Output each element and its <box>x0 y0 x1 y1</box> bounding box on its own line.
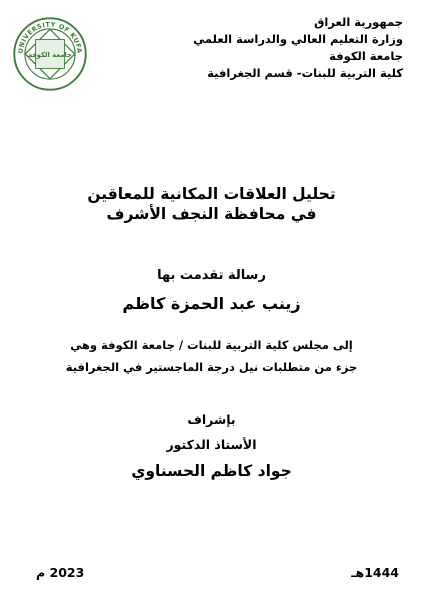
thesis-title <box>20 184 403 224</box>
ministry-name: وزارة التعليم العالي والدراسة العلمي <box>193 32 403 46</box>
submission-statement <box>20 334 403 378</box>
institution-header <box>143 14 403 82</box>
submission-line-1: إلى مجلس كلية التربية للبنات / جامعة الكوفة وهي <box>70 338 353 352</box>
logo-inner-text: جامعة الكوفة <box>28 51 72 60</box>
submission-line-2: جزء من متطلبات نيل درجة الماجستير في الجغرافية <box>65 360 358 374</box>
country-name: جمهورية العراق <box>314 15 403 29</box>
college-department: كلية التربية للبنات- قسم الجغرافية <box>207 66 403 80</box>
supervisor-name: جواد كاظم الحسناوي <box>131 462 292 480</box>
university-name: جامعة الكوفة <box>329 49 403 63</box>
thesis-title-line-2: في محافظة النجف الأشرف <box>106 205 317 223</box>
supervision-label: بإشراف <box>187 412 236 427</box>
supervisor-title: الأستاذ الدكتور <box>166 437 257 452</box>
presented-by-label: رسالة تقدمت بها <box>157 268 266 283</box>
hijri-year: 1444هـ <box>351 565 399 580</box>
university-logo <box>12 16 88 92</box>
logo-outer-text: UNIVERSITY OF KUFA <box>16 20 84 54</box>
author-name: زينب عبد الحمزة كاظم <box>122 294 301 313</box>
thesis-title-line-1: تحليل العلاقات المكانية للمعاقين <box>87 185 336 203</box>
gregorian-year: 2023 م <box>36 565 85 580</box>
